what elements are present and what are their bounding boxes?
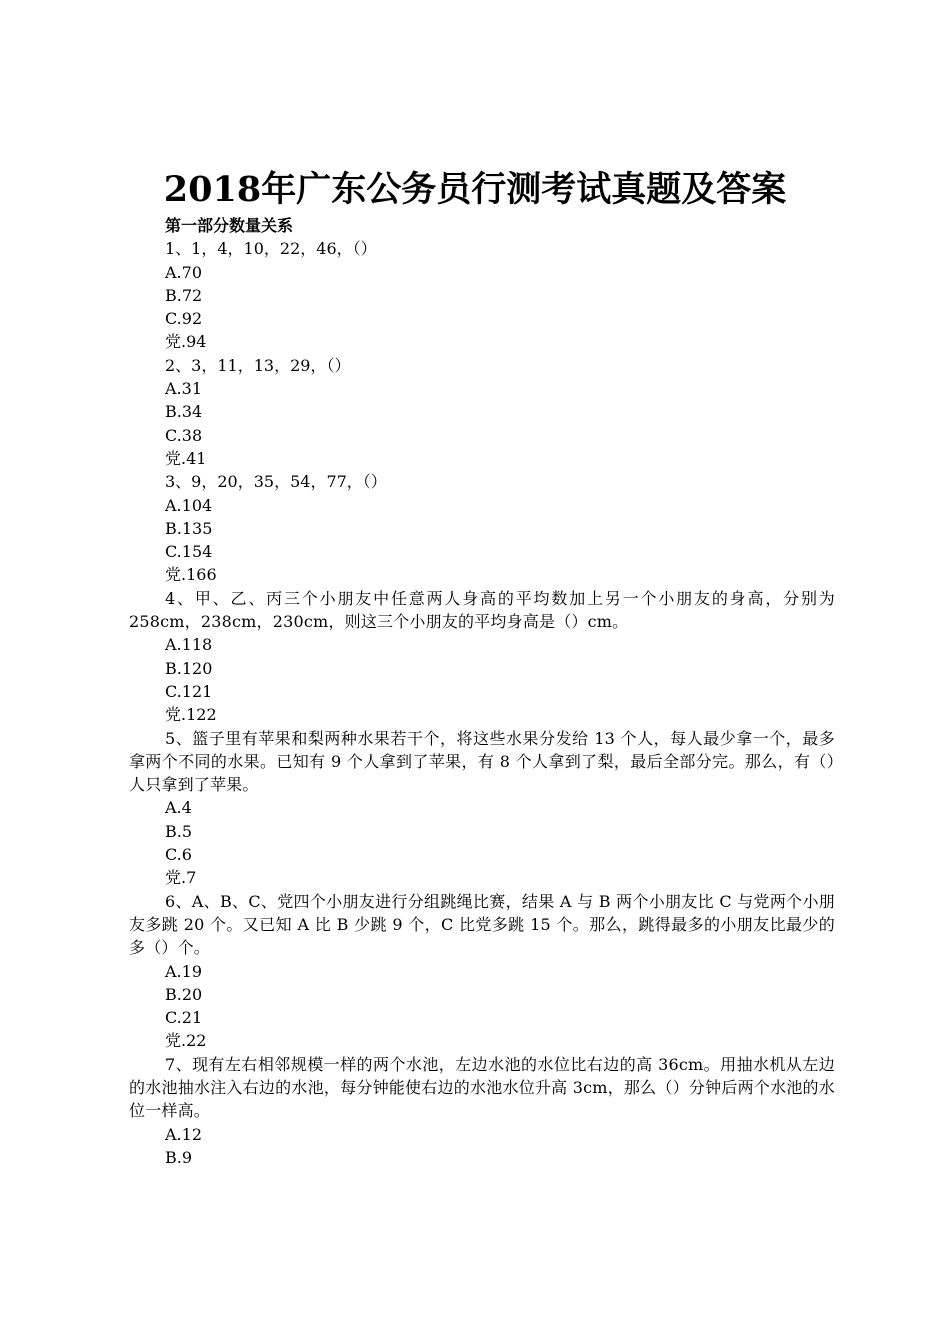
section-heading: 第一部分数量关系 <box>165 216 294 235</box>
answer-option: B.9 <box>165 1147 193 1167</box>
answer-option: 党.122 <box>165 705 217 725</box>
answer-option: B.20 <box>165 984 203 1004</box>
answer-option: B.135 <box>165 518 213 538</box>
question-stem: 6、A、B、C、党四个小朋友进行分组跳绳比赛，结果 A 与 B 两个小朋友比 C 与党两个小朋友多跳 20 个。又已知 A 比 B 少跳 9 个，C 比党多跳 15 个。那么，跳得最多的小朋友比最少的多（）个。 <box>129 891 835 958</box>
answer-option: 党.41 <box>165 448 207 468</box>
answer-option: A.19 <box>165 961 202 981</box>
document-body <box>129 214 835 1169</box>
answer-option: A.12 <box>165 1124 202 1144</box>
answer-option: C.6 <box>165 845 192 865</box>
answer-option: 党.166 <box>165 565 217 585</box>
answer-option: A.31 <box>165 379 202 399</box>
answer-option: B.72 <box>165 285 203 305</box>
answer-option: A.104 <box>165 495 213 515</box>
answer-option: 党.7 <box>165 868 197 888</box>
question-stem: 4、甲、乙、丙三个小朋友中任意两人身高的平均数加上另一个小朋友的身高，分别为258cm，238cm，230cm，则这三个小朋友的平均身高是（）cm。 <box>129 588 835 632</box>
answer-option: C.121 <box>165 681 213 701</box>
question-stem: 7、现有左右相邻规模一样的两个水池，左边水池的水位比右边的高 36cm。用抽水机从左边的水池抽水注入右边的水池，每分钟能使右边的水池水位升高 3cm，那么（）分钟后两个水池的水位一样高。 <box>129 1054 835 1121</box>
answer-option: B.34 <box>165 402 203 422</box>
answer-option: A.70 <box>165 262 202 282</box>
answer-option: A.4 <box>165 798 192 818</box>
answer-option: C.92 <box>165 309 203 329</box>
question-stem: 3、9，20，35，54，77，（） <box>165 472 387 492</box>
answer-option: B.120 <box>165 658 213 678</box>
question-stem: 2、3，11，13，29，（） <box>165 355 351 375</box>
answer-option: C.21 <box>165 1008 203 1028</box>
question-stem: 5、篮子里有苹果和梨两种水果若干个，将这些水果分发给 13 个人，每人最少拿一个，最多拿两个不同的水果。已知有 9 个人拿到了苹果，有 8 个人拿到了梨，最后全部分完。那么，有（）人只拿到了苹果。 <box>129 728 835 795</box>
answer-option: 党.22 <box>165 1031 207 1051</box>
answer-option: 党.94 <box>165 332 207 352</box>
answer-option: C.38 <box>165 425 203 445</box>
answer-option: A.118 <box>165 635 213 655</box>
question-stem: 1、1，4，10，22，46，（） <box>165 239 377 259</box>
document-title: 2018年广东公务员行测考试真题及答案 <box>163 169 787 210</box>
answer-option: B.5 <box>165 821 193 841</box>
answer-option: C.154 <box>165 542 213 562</box>
